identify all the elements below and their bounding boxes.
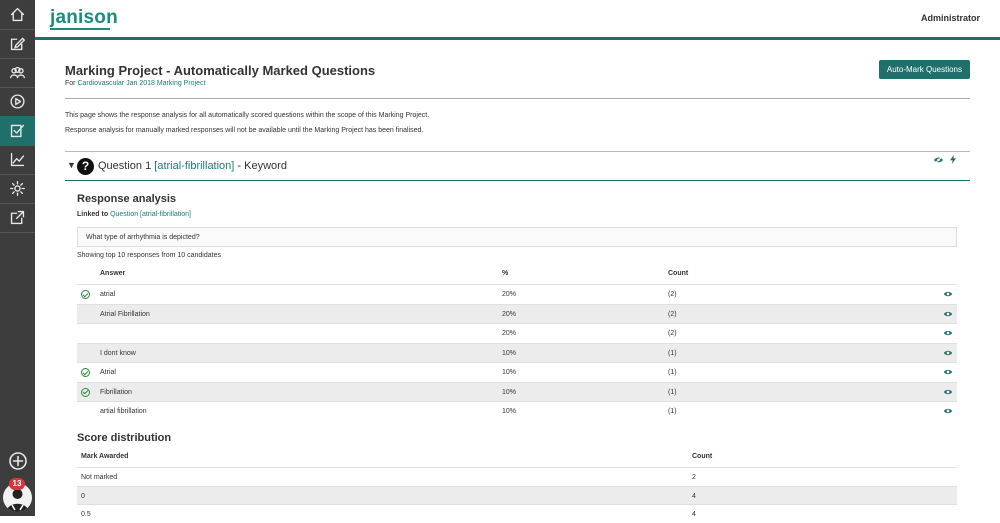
column-header-count: Count [668,270,689,277]
mark-cell: 0 [81,492,85,500]
linked-label: Linked to [77,211,109,218]
check-circle-icon [81,368,90,377]
eye-slash-icon[interactable] [933,156,944,164]
answer-cell: I dont know [100,349,136,357]
check-icon[interactable] [0,116,35,145]
table-row[interactable] [77,343,957,363]
table-row[interactable] [77,382,957,402]
table-row[interactable] [77,304,957,324]
home-icon[interactable] [0,0,35,29]
answer-cell: Atrial Fibrillation [100,310,150,318]
count-cell: (2) [668,291,677,298]
chart-icon[interactable] [0,145,35,174]
question-title [98,160,287,172]
response-analysis-title: Response analysis [77,193,177,205]
answer-cell: Fibrillation [100,388,132,396]
top-bar [35,0,1000,40]
user-menu[interactable]: Administrator [920,13,980,23]
mark-cell: Not marked [81,474,118,481]
subtitle-prefix: For [65,80,76,87]
question-header[interactable] [65,153,970,181]
question-circle-icon: ? [77,158,94,175]
showing-count: Showing top 10 responses from 10 candidates [77,252,221,259]
table-row[interactable] [77,362,957,382]
divider [65,151,970,152]
percent-cell: 20% [502,330,517,337]
question-number: Question 1 [98,160,152,172]
eye-icon[interactable] [943,310,953,320]
table-row [77,486,957,505]
column-header-answer: Answer [100,270,126,277]
divider [65,98,970,99]
users-icon[interactable] [0,58,35,87]
table-row [77,504,957,523]
question-type: - Keyword [237,160,287,172]
table-row[interactable] [77,323,957,343]
linked-to [77,211,191,218]
logo[interactable]: janison [50,7,118,28]
count-cell: 4 [692,511,696,518]
percent-cell: 10% [502,408,517,415]
count-cell: (1) [668,408,677,415]
chevron-down-icon[interactable]: ▼ [67,160,76,170]
linked-question-link[interactable]: Question [atrial-fibrillation] [110,211,192,218]
column-header-count: Count [692,453,713,460]
answer-cell: Atrial [100,369,116,376]
gear-icon[interactable] [0,174,35,203]
eye-icon[interactable] [943,388,953,398]
question-text-box: What type of arrhythmia is depicted? [77,227,957,247]
page-subtitle [65,80,205,87]
column-header-percent: % [502,270,509,277]
count-cell: (1) [668,349,677,357]
plus-circle-icon[interactable] [0,446,35,475]
table-row[interactable] [77,284,957,304]
percent-cell: 20% [502,310,517,318]
question-tools [933,155,956,164]
info-text: Response analysis for manually marked responses will not be available until the Marking Project has been finalised. [65,127,424,134]
column-header-mark: Mark Awarded [81,453,129,460]
count-cell: (2) [668,330,677,337]
play-icon[interactable] [0,87,35,116]
mark-cell: 0.5 [81,511,91,518]
count-cell: (1) [668,369,677,376]
percent-cell: 10% [502,349,517,357]
notification-badge: 13 [9,478,25,490]
table-row[interactable] [77,401,957,421]
count-cell: 4 [692,492,696,500]
count-cell: (2) [668,310,677,318]
eye-icon[interactable] [943,329,953,339]
percent-cell: 10% [502,388,517,396]
marking-project-link[interactable]: Cardiovascular Jan 2018 Marking Project [77,80,206,87]
auto-mark-button[interactable]: Auto-Mark Questions [879,60,970,79]
page-title: Marking Project - Automatically Marked Questions [65,63,376,78]
lightning-icon[interactable] [950,155,956,164]
answer-cell: atrial [100,291,116,298]
check-circle-icon [81,388,90,397]
sidebar [0,0,35,516]
check-circle-icon [81,290,90,299]
edit-icon[interactable] [0,29,35,58]
export-icon[interactable] [0,203,35,232]
table-row [77,467,957,486]
eye-icon[interactable] [943,407,953,417]
eye-icon[interactable] [943,368,953,378]
logo-underline [50,28,110,30]
eye-icon[interactable] [943,290,953,300]
score-distribution-title: Score distribution [77,432,172,444]
question-link[interactable]: [atrial-fibrillation] [154,160,235,172]
percent-cell: 10% [502,369,517,376]
count-cell: (1) [668,388,677,396]
eye-icon[interactable] [943,349,953,359]
count-cell: 2 [692,474,696,481]
info-text: This page shows the response analysis for all automatically scored questions within the scope of this Marking Project. [65,112,430,119]
percent-cell: 20% [502,291,517,298]
answer-cell: artial fibrillation [100,408,147,415]
